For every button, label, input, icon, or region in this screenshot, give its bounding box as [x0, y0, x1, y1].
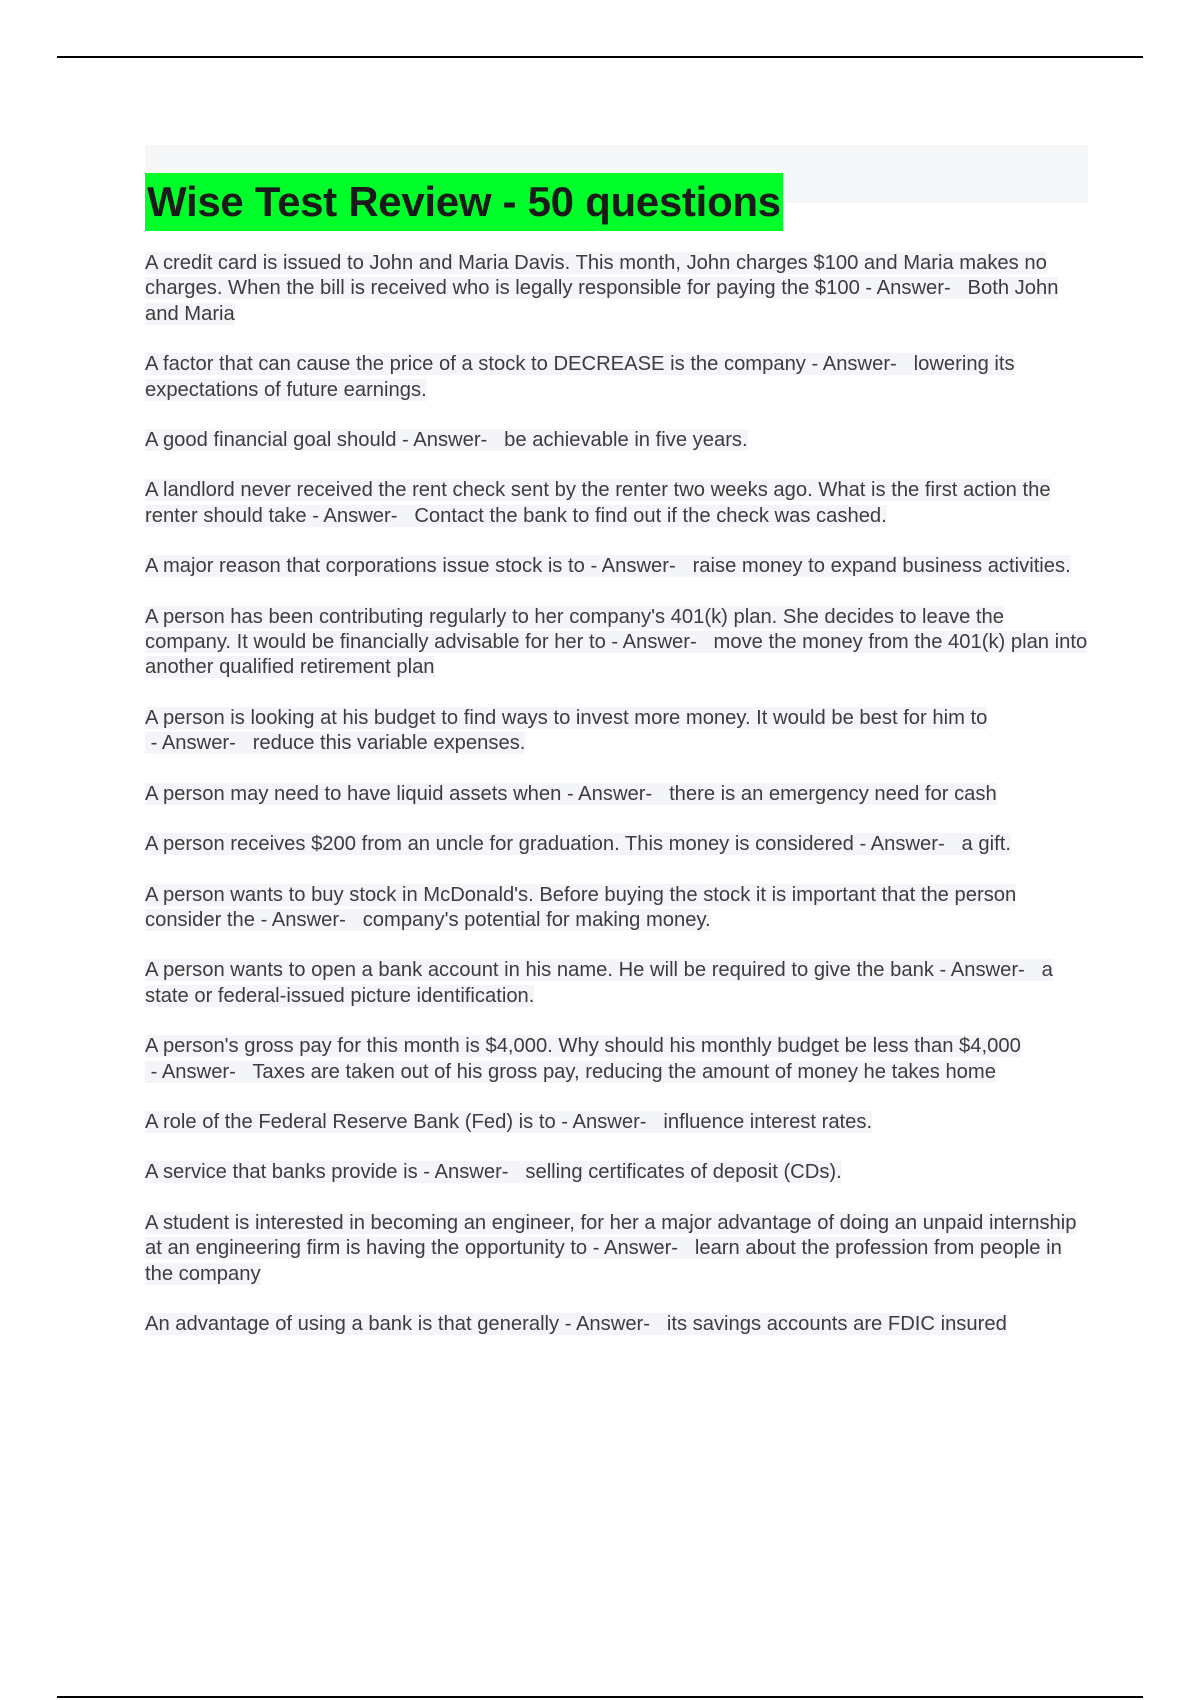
- question-text: A person's gross pay for this month is $4,000. Why should his monthly budget be less than $4,000: [145, 1035, 1021, 1058]
- document-title: Wise Test Review - 50 questions: [145, 173, 783, 231]
- answer-text: raise money to expand business activities.: [692, 555, 1071, 578]
- question-text: A factor that can cause the price of a stock to DECREASE is the company: [145, 353, 806, 376]
- question-text: A service that banks provide is: [145, 1161, 418, 1184]
- question-answer-item: [145, 251, 1090, 327]
- question-text: A person is looking at his budget to find ways to invest more money. It would be best for him to: [145, 706, 988, 729]
- qa-text: [145, 353, 1015, 400]
- answer-separator: - Answer-: [145, 732, 253, 755]
- answer-text: Both John and Maria: [145, 277, 1059, 325]
- answer-separator: - Answer-: [805, 353, 914, 376]
- qa-text: [145, 555, 1071, 577]
- answer-separator: - Answer-: [605, 631, 714, 654]
- question-text: A major reason that corporations issue stock is to: [145, 555, 585, 578]
- question-answer-list: [145, 251, 1090, 1362]
- question-answer-item: [145, 782, 1090, 807]
- answer-text: reduce this variable expenses.: [252, 732, 526, 755]
- answer-separator: - Answer-: [587, 1237, 695, 1260]
- qa-text: [145, 1161, 842, 1183]
- question-answer-item: [145, 1034, 1090, 1085]
- answer-separator: - Answer-: [561, 782, 670, 805]
- answer-separator: - Answer-: [145, 1060, 253, 1083]
- answer-text: be achievable in five years.: [504, 429, 748, 452]
- answer-separator: - Answer-: [584, 555, 693, 578]
- answer-text: learn about the profession from people in the company: [145, 1237, 1062, 1285]
- answer-separator: - Answer-: [853, 833, 962, 856]
- answer-separator: - Answer-: [396, 429, 505, 452]
- answer-text: a state or federal-issued picture identification.: [145, 959, 1053, 1007]
- answer-text: a gift.: [961, 833, 1011, 856]
- question-answer-item: [145, 958, 1090, 1009]
- question-answer-item: [145, 1211, 1090, 1287]
- question-text: A credit card is issued to John and Maria Davis. This month, John charges $100 and Maria makes no charges. When the bill is received who is legally responsible for paying the $100: [145, 252, 1047, 300]
- question-answer-item: [145, 554, 1090, 579]
- question-answer-item: [145, 478, 1090, 529]
- qa-text: [145, 1035, 1021, 1082]
- answer-text: influence interest rates.: [663, 1110, 873, 1133]
- question-text: A person may need to have liquid assets when: [145, 782, 562, 805]
- qa-text: [145, 783, 997, 805]
- answer-text: lowering its expectations of future earnings.: [145, 353, 1015, 401]
- question-text: A person wants to open a bank account in his name. He will be required to give the bank: [145, 959, 934, 982]
- question-answer-item: [145, 352, 1090, 403]
- question-text: A student is interested in becoming an engineer, for her a major advantage of doing an unpaid internship at an engineering firm is having the opportunity to: [145, 1211, 1077, 1260]
- question-text: A person receives $200 from an uncle for graduation. This money is considered: [145, 833, 854, 856]
- qa-text: [145, 479, 1051, 526]
- answer-separator: - Answer-: [417, 1161, 526, 1184]
- question-answer-item: [145, 605, 1090, 681]
- qa-text: [145, 833, 1011, 855]
- question-answer-item: [145, 1110, 1090, 1135]
- question-answer-item: [145, 706, 1090, 757]
- qa-text: [145, 884, 1016, 931]
- answer-text: Taxes are taken out of his gross pay, reducing the amount of money he takes home: [252, 1060, 996, 1083]
- question-text: An advantage of using a bank is that generally: [145, 1312, 560, 1335]
- qa-text: [145, 707, 987, 754]
- question-answer-item: [145, 428, 1090, 453]
- question-answer-item: [145, 883, 1090, 934]
- answer-separator: - Answer-: [555, 1110, 664, 1133]
- answer-separator: - Answer-: [933, 959, 1042, 982]
- question-text: A landlord never received the rent check sent by the renter two weeks ago. What is the first action the renter should take: [145, 479, 1051, 527]
- qa-text: [145, 1313, 1007, 1335]
- answer-text: there is an emergency need for cash: [669, 782, 997, 805]
- answer-text: selling certificates of deposit (CDs).: [525, 1161, 842, 1184]
- answer-separator: - Answer-: [306, 504, 415, 527]
- question-text: A person has been contributing regularly to her company's 401(k) plan. She decides to leave the company. It would be financially advisable for her to: [145, 605, 1004, 654]
- footer-rule: [57, 1696, 1143, 1698]
- answer-separator: - Answer-: [859, 277, 968, 300]
- answer-text: Contact the bank to find out if the check was cashed.: [414, 504, 887, 527]
- question-answer-item: [145, 832, 1090, 857]
- answer-separator: - Answer-: [559, 1312, 667, 1335]
- qa-text: [145, 252, 1058, 325]
- qa-text: [145, 606, 1087, 679]
- qa-text: [145, 959, 1053, 1006]
- question-text: A role of the Federal Reserve Bank (Fed) is to: [145, 1110, 556, 1133]
- qa-text: [145, 1111, 872, 1133]
- qa-text: [145, 1212, 1077, 1285]
- qa-text: [145, 429, 748, 451]
- answer-separator: - Answer-: [254, 908, 363, 931]
- question-answer-item: [145, 1160, 1090, 1185]
- answer-text: its savings accounts are FDIC insured: [666, 1312, 1007, 1335]
- header-rule: [57, 56, 1143, 58]
- answer-text: move the money from the 401(k) plan into another qualified retirement plan: [145, 631, 1088, 679]
- answer-text: company's potential for making money.: [362, 908, 711, 931]
- question-text: A good financial goal should: [145, 429, 397, 452]
- question-answer-item: [145, 1312, 1090, 1337]
- question-text: A person wants to buy stock in McDonald's. Before buying the stock it is important that the person consider the: [145, 883, 1017, 931]
